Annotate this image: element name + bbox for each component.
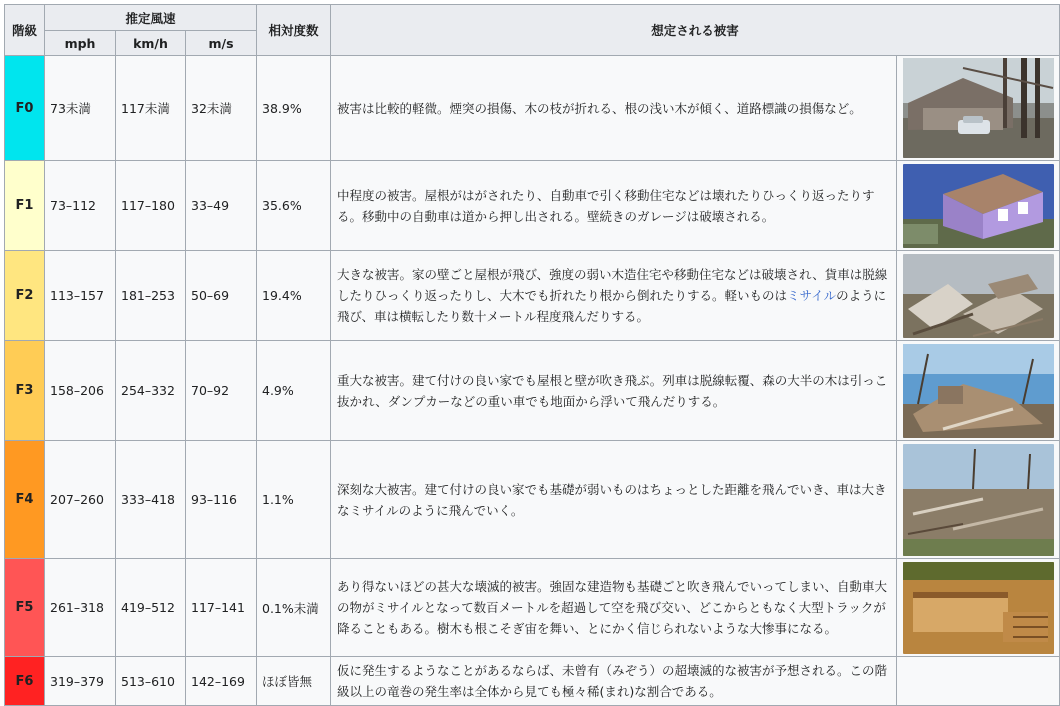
damage-photo-cell[interactable] bbox=[897, 56, 1060, 161]
mph-cell: 158–206 bbox=[45, 341, 116, 441]
header-frequency: 相対度数 bbox=[257, 5, 331, 56]
table-row bbox=[5, 56, 1060, 161]
description-text: あり得ないほどの甚大な壊滅的被害。強固な建造物も基礎ごと吹き飛んでいってしまい、自動車大の物がミサイルとなって数百メートルを超過して空を飛び交い、どこからともなく大型トラックが降ることもある。樹木も根こそぎ宙を舞い、とにかく信じられないような大惨事になる。 bbox=[337, 579, 888, 636]
destroyed-mobile-homes-photo[interactable] bbox=[903, 254, 1054, 338]
grade-cell: F4 bbox=[5, 441, 45, 559]
mph-cell: 207–260 bbox=[45, 441, 116, 559]
ms-cell: 33–49 bbox=[186, 161, 257, 251]
header-unit-ms: m/s bbox=[186, 31, 257, 56]
grade-cell: F6 bbox=[5, 657, 45, 706]
grade-cell: F0 bbox=[5, 56, 45, 161]
description-text: のように飛び、車は横転したり数十メートル程度飛んだりする。 bbox=[337, 288, 887, 324]
table-row bbox=[5, 161, 1060, 251]
kmh-cell: 254–332 bbox=[116, 341, 186, 441]
ms-cell: 32未満 bbox=[186, 56, 257, 161]
damage-description bbox=[331, 559, 897, 657]
damage-photo-cell[interactable] bbox=[897, 161, 1060, 251]
kmh-cell: 117–180 bbox=[116, 161, 186, 251]
swept-foundation-photo[interactable] bbox=[903, 562, 1054, 654]
grade-cell: F3 bbox=[5, 341, 45, 441]
description-text: 中程度の被害。屋根がはがされたり、自動車で引く移動住宅などは壊れたりひっくり返ったりする。移動中の自動車は道から押し出される。壁続きのガレージは破壊される。 bbox=[337, 187, 875, 224]
header-grade: 階級 bbox=[5, 5, 45, 56]
collapsed-house-debris-photo[interactable] bbox=[903, 344, 1054, 438]
frequency-cell: 19.4% bbox=[257, 251, 331, 341]
damage-description bbox=[331, 441, 897, 559]
frequency-cell: 38.9% bbox=[257, 56, 331, 161]
roof-torn-purple-house-photo[interactable] bbox=[903, 164, 1054, 248]
description-text: 被害は比較的軽微。煙突の損傷、木の枝が折れる、根の浅い木が傾く、道路標識の損傷など。 bbox=[337, 100, 862, 116]
table-row bbox=[5, 657, 1060, 706]
mph-cell: 261–318 bbox=[45, 559, 116, 657]
grade-cell: F1 bbox=[5, 161, 45, 251]
damaged-house-with-car-photo[interactable] bbox=[903, 58, 1054, 158]
header-damage: 想定される被害 bbox=[331, 5, 1060, 56]
header-unit-kmh: km/h bbox=[116, 31, 186, 56]
header-wind-speed: 推定風速 bbox=[45, 5, 257, 31]
ms-cell: 70–92 bbox=[186, 341, 257, 441]
missile-link[interactable]: ミサイル bbox=[787, 288, 837, 303]
damage-description bbox=[331, 56, 897, 161]
frequency-cell: 4.9% bbox=[257, 341, 331, 441]
description-text: 仮に発生するようなことがあるならば、未曾有（みぞう）の超壊滅的な被害が予想される。この階級以上の竜巻の発生率は全体から見ても極々稀(まれ)な割合である。 bbox=[337, 663, 888, 699]
fujita-scale-table bbox=[4, 4, 1060, 706]
damage-description bbox=[331, 251, 897, 341]
grade-cell: F2 bbox=[5, 251, 45, 341]
mph-cell: 73未満 bbox=[45, 56, 116, 161]
ms-cell: 93–116 bbox=[186, 441, 257, 559]
description-text: 大きな被害。家の壁ごと屋根が飛び、強度の弱い木造住宅や移動住宅などは破壊され、貨車は脱線したりひっくり返ったりし、大木でも折れたり根から倒れたりする。軽いものは bbox=[337, 267, 888, 303]
ms-cell: 142–169 bbox=[186, 657, 257, 706]
ms-cell: 50–69 bbox=[186, 251, 257, 341]
mph-cell: 73–112 bbox=[45, 161, 116, 251]
damage-description bbox=[331, 657, 897, 706]
frequency-cell: 1.1% bbox=[257, 441, 331, 559]
description-text: 重大な被害。建て付けの良い家でも屋根と壁が吹き飛ぶ。列車は脱線転覆、森の大半の木は引っこ抜かれ、ダンプカーなどの重い車でも地面から浮いて飛んだりする。 bbox=[337, 372, 888, 409]
table-row bbox=[5, 251, 1060, 341]
damage-description bbox=[331, 341, 897, 441]
empty-photo-cell bbox=[897, 657, 1060, 706]
kmh-cell: 117未満 bbox=[116, 56, 186, 161]
grade-cell: F5 bbox=[5, 559, 45, 657]
leveled-neighborhood-photo[interactable] bbox=[903, 444, 1054, 556]
table-row bbox=[5, 559, 1060, 657]
description-text: 深刻な大被害。建て付けの良い家でも基礎が弱いものはちょっとした距離を飛んでいき、車は大きなミサイルのように飛んでいく。 bbox=[337, 481, 887, 518]
kmh-cell: 333–418 bbox=[116, 441, 186, 559]
table-row bbox=[5, 441, 1060, 559]
damage-photo-cell[interactable] bbox=[897, 441, 1060, 559]
frequency-cell: ほぼ皆無 bbox=[257, 657, 331, 706]
header-unit-mph: mph bbox=[45, 31, 116, 56]
mph-cell: 113–157 bbox=[45, 251, 116, 341]
mph-cell: 319–379 bbox=[45, 657, 116, 706]
kmh-cell: 419–512 bbox=[116, 559, 186, 657]
table-row bbox=[5, 341, 1060, 441]
damage-photo-cell[interactable] bbox=[897, 341, 1060, 441]
kmh-cell: 513–610 bbox=[116, 657, 186, 706]
frequency-cell: 35.6% bbox=[257, 161, 331, 251]
damage-description bbox=[331, 161, 897, 251]
damage-photo-cell[interactable] bbox=[897, 559, 1060, 657]
frequency-cell: 0.1%未満 bbox=[257, 559, 331, 657]
kmh-cell: 181–253 bbox=[116, 251, 186, 341]
ms-cell: 117–141 bbox=[186, 559, 257, 657]
damage-photo-cell[interactable] bbox=[897, 251, 1060, 341]
